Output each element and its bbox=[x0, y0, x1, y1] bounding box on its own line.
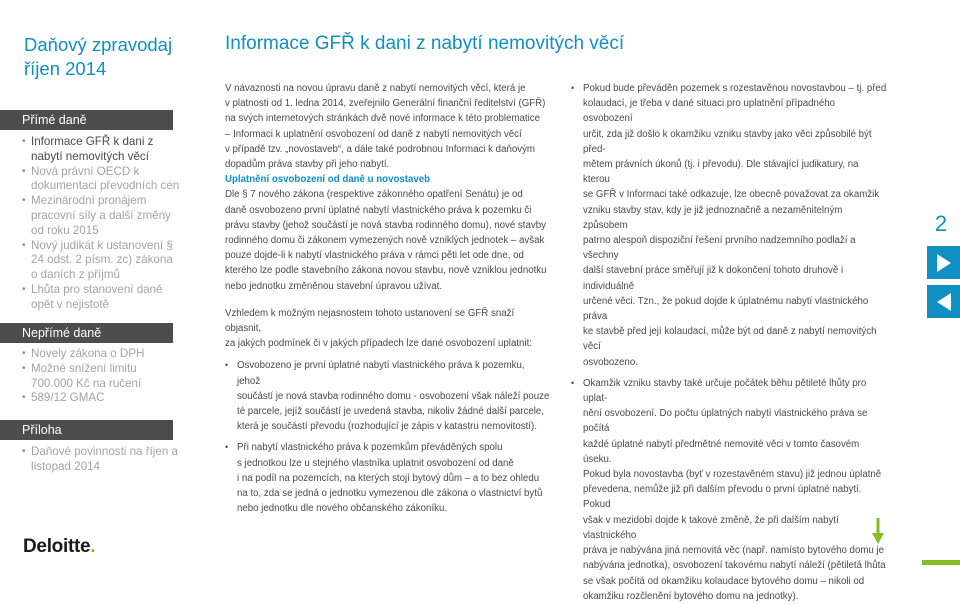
download-icon[interactable] bbox=[872, 518, 884, 544]
next-page-icon bbox=[937, 254, 951, 272]
list-item bbox=[225, 440, 550, 516]
list-item-line: nebo jednotku dle nového občanského zákoníku. bbox=[237, 503, 448, 515]
list-item-line: Pokud byla novostavba (byť v rozestavěném stavu) již jednou úplatně bbox=[583, 469, 882, 481]
section-heading-indirect-taxes[interactable]: Nepřímé daně bbox=[0, 323, 173, 343]
conditions-line: Vzhledem k možným nejasnostem tohoto ustanovení se GFŘ snaží objasnit, bbox=[225, 307, 515, 335]
exemption-line: daně osvobozeno první úplatné nabytí vlastnického práva k pozemku či bbox=[225, 204, 532, 216]
intro-line: dopadům práva stavby při jeho nabytí. bbox=[225, 159, 390, 171]
list-item-line: určit, zda již došlo k okamžiku vzniku stavby jako věci způsobilé být před- bbox=[583, 128, 872, 155]
list-item-line: osvobozeno. bbox=[583, 356, 638, 368]
conditions-line: za jakých podmínek či v jakých případech lze dané osvobození uplatnit: bbox=[225, 338, 532, 350]
logo-dot: . bbox=[90, 536, 96, 557]
list-item-line: té parcele, jejíž součástí je uvedená stavba, nikoliv žádné další parcele, bbox=[237, 406, 544, 418]
page-number: 2 bbox=[934, 211, 948, 236]
list-item-line: nění osvobození. Do počtu úplatných nabytí vlastnického práva se počítá bbox=[583, 408, 868, 435]
list-item-line: převedena, nemůže již při dalším převodu o první úplatné nabytí. Pokud bbox=[583, 484, 862, 511]
sidebar-item-tax-obligations[interactable]: • Daňové povinnosti na říjen a listopad 2014 bbox=[22, 445, 180, 475]
exemption-line: Dle § 7 nového zákona (respektive zákonného opatření Senátu) je od bbox=[225, 189, 523, 201]
deloitte-logo bbox=[23, 536, 95, 558]
previous-page-icon bbox=[937, 293, 951, 311]
title-line-1: Daňový zpravodaj bbox=[24, 34, 173, 55]
exemption-line: pouze dojde-li k nabytí vlastnického práva v rámci pěti let ode dne, od bbox=[225, 250, 524, 262]
logo-text: Deloitte bbox=[23, 536, 91, 557]
intro-line: V návaznosti na novou úpravu daně z nabytí nemovitých věcí, která je bbox=[225, 83, 526, 94]
sidebar-item-gmac[interactable]: • 589/12 GMAC bbox=[22, 391, 180, 406]
list-item-line: patrno alespoň dispoziční řešení prvního nadzemního podlaží a všechny bbox=[583, 235, 856, 262]
exemption-line: kterého lze podle stavebního zákona novou stavbu, nově vzniklou jednotku bbox=[225, 265, 547, 277]
list-item-line: vzniku stavby stav, kdy je již jednoznačně a nezaměnitelným způsobem bbox=[583, 204, 843, 231]
list-item-line: mětem právních úkonů (tj. i převodu). Dle stávající judikatury, na kterou bbox=[583, 159, 859, 186]
list-item-line: nabývána jednotka), osvobození takovému nabytí náleží (pětiletá lhůta bbox=[583, 560, 886, 572]
intro-line: v platnosti od 1. ledna 2014, zveřejnilo Generální finanční ředitelství (GFŘ) bbox=[225, 98, 546, 110]
list-item-line: kolaudací, je třeba v dané situaci pro uplatnění případného osvobození bbox=[583, 98, 836, 125]
list-item-line: s jednotkou lze u stejného vlastníka uplatnit osvobození od daně bbox=[237, 457, 514, 469]
section-list-appendix bbox=[22, 445, 180, 475]
list-item-line: Osvobozeno je první úplatné nabytí vlastnického práva k pozemku, jehož bbox=[237, 360, 525, 387]
list-item-line: Pokud bude převáděn pozemek s rozestavěnou novostavbou – tj. před bbox=[583, 83, 887, 94]
list-item-line: se GFŘ v Informaci také odkazuje, lze obecně považovat za okamžik bbox=[583, 189, 880, 201]
sidebar-item-international-hiring[interactable]: • Mezinárodní pronájem pracovní síly a další změny od roku 2015 bbox=[22, 194, 180, 238]
exemption-line: právu stavby (jehož součástí je nová stavba rodinného domu), nové stavby bbox=[225, 219, 546, 231]
title-line-2: říjen 2014 bbox=[24, 58, 107, 79]
newsletter-title bbox=[24, 33, 184, 81]
list-item-line: součástí je nová stavba rodinného domu - osvobození však náleží pouze bbox=[237, 390, 550, 402]
conditions-list bbox=[225, 358, 550, 516]
list-item-line: která je součástí převodu (rozhodující je zápis v katastru nemovitostí). bbox=[237, 421, 537, 433]
list-item-line: každé úplatné nabytí předmětné nemovité věci v tomto časovém úseku. bbox=[583, 438, 860, 465]
list-item-line: ke stavbě před její kolaudací, může být od daně z nabytí nemovitých věcí bbox=[583, 326, 877, 353]
intro-line: v případě tzv. „novostaveb“, a dále také podrobnou Informaci k daňovým bbox=[225, 143, 535, 155]
list-item-line: určené věci. Tzn., že pokud dojde k úplatnému nabytí vlastnického práva bbox=[583, 295, 869, 323]
previous-page-button[interactable] bbox=[927, 285, 960, 318]
list-item-line: Při nabytí vlastnického práva k pozemkům převáděných spolu bbox=[237, 442, 503, 454]
section-list-direct-taxes bbox=[22, 135, 180, 313]
intro-paragraph bbox=[225, 81, 550, 172]
list-item-line: Okamžik vzniku stavby také určuje počátek běhu pětileté lhůty pro uplat- bbox=[583, 377, 867, 405]
intro-line: – Informaci k uplatnění osvobození od daně z nabytí nemovitých věcí bbox=[225, 128, 522, 140]
list-item-line: práva je nabývána jiná nemovitá věc (např. namísto bytového domu je bbox=[583, 545, 885, 557]
sidebar bbox=[0, 0, 185, 582]
exemption-line: rodinného domu či zákonem vymezených nově vzniklých jednotek – avšak bbox=[225, 235, 545, 247]
sidebar-item-gfr-info[interactable]: • Informace GFŘ k dani z nabytí nemovitých věcí bbox=[22, 135, 180, 165]
list-item-line: na to, zda se jedná o jednotku vymezenou dle zákona o vlastnictví bytů bbox=[237, 488, 543, 500]
details-list bbox=[571, 81, 887, 604]
exemption-paragraph bbox=[225, 187, 550, 293]
sidebar-item-oecd[interactable]: • Nová právní OECD k dokumentaci převodních cen bbox=[22, 165, 180, 195]
next-page-button[interactable] bbox=[927, 246, 960, 279]
list-item bbox=[571, 376, 887, 604]
section-heading-direct-taxes[interactable]: Přímé daně bbox=[0, 110, 173, 130]
list-item-line: okamžiku rozčlenění bytového domu na jednotky). bbox=[583, 590, 799, 602]
brand-accent-bar bbox=[922, 560, 960, 565]
sidebar-item-new-judgment[interactable]: • Nový judikát k ustanovení § 24 odst. 2 písm. zc) zákona o daních z příjmů bbox=[22, 239, 180, 283]
intro-line: na svých internetových stránkách dvě nové informace k této problematice bbox=[225, 113, 541, 125]
sidebar-item-deadline[interactable]: • Lhůta pro stanovení daně opět v nejistotě bbox=[22, 283, 180, 313]
subheading-exemption: Uplatnění osvobození od daně u novostaveb bbox=[225, 174, 431, 186]
list-item-line: i na podíl na pozemcích, na kterých stojí bytový dům – a to bez ohledu bbox=[237, 472, 540, 484]
article-column-2 bbox=[571, 81, 887, 604]
list-item-line: další stavební práce směřují již k dokončení tohoto druhově i individuálně bbox=[583, 265, 844, 292]
section-heading-appendix[interactable]: Příloha bbox=[0, 420, 173, 440]
list-item-line: se však počítá od okamžiku kolaudace bytového domu – nikoli od bbox=[583, 575, 865, 587]
sidebar-item-liability-limit[interactable]: • Možné snížení limitu 700.000 Kč na ručení bbox=[22, 362, 180, 392]
article-column-1 bbox=[225, 81, 550, 516]
list-item-line: však v mezidobí dojde k takové změně, že při dalším nabytí vlastnického bbox=[583, 514, 839, 541]
exemption-line: nebo jednotku změněnou stavební úpravou užívat. bbox=[225, 280, 443, 292]
section-list-indirect-taxes bbox=[22, 347, 180, 406]
sidebar-item-vat-amendments[interactable]: • Novely zákona o DPH bbox=[22, 347, 180, 362]
conditions-paragraph bbox=[225, 306, 550, 352]
list-item bbox=[225, 358, 550, 434]
article-title: Informace GFŘ k dani z nabytí nemovitých věcí bbox=[225, 33, 625, 54]
list-item bbox=[571, 81, 887, 370]
